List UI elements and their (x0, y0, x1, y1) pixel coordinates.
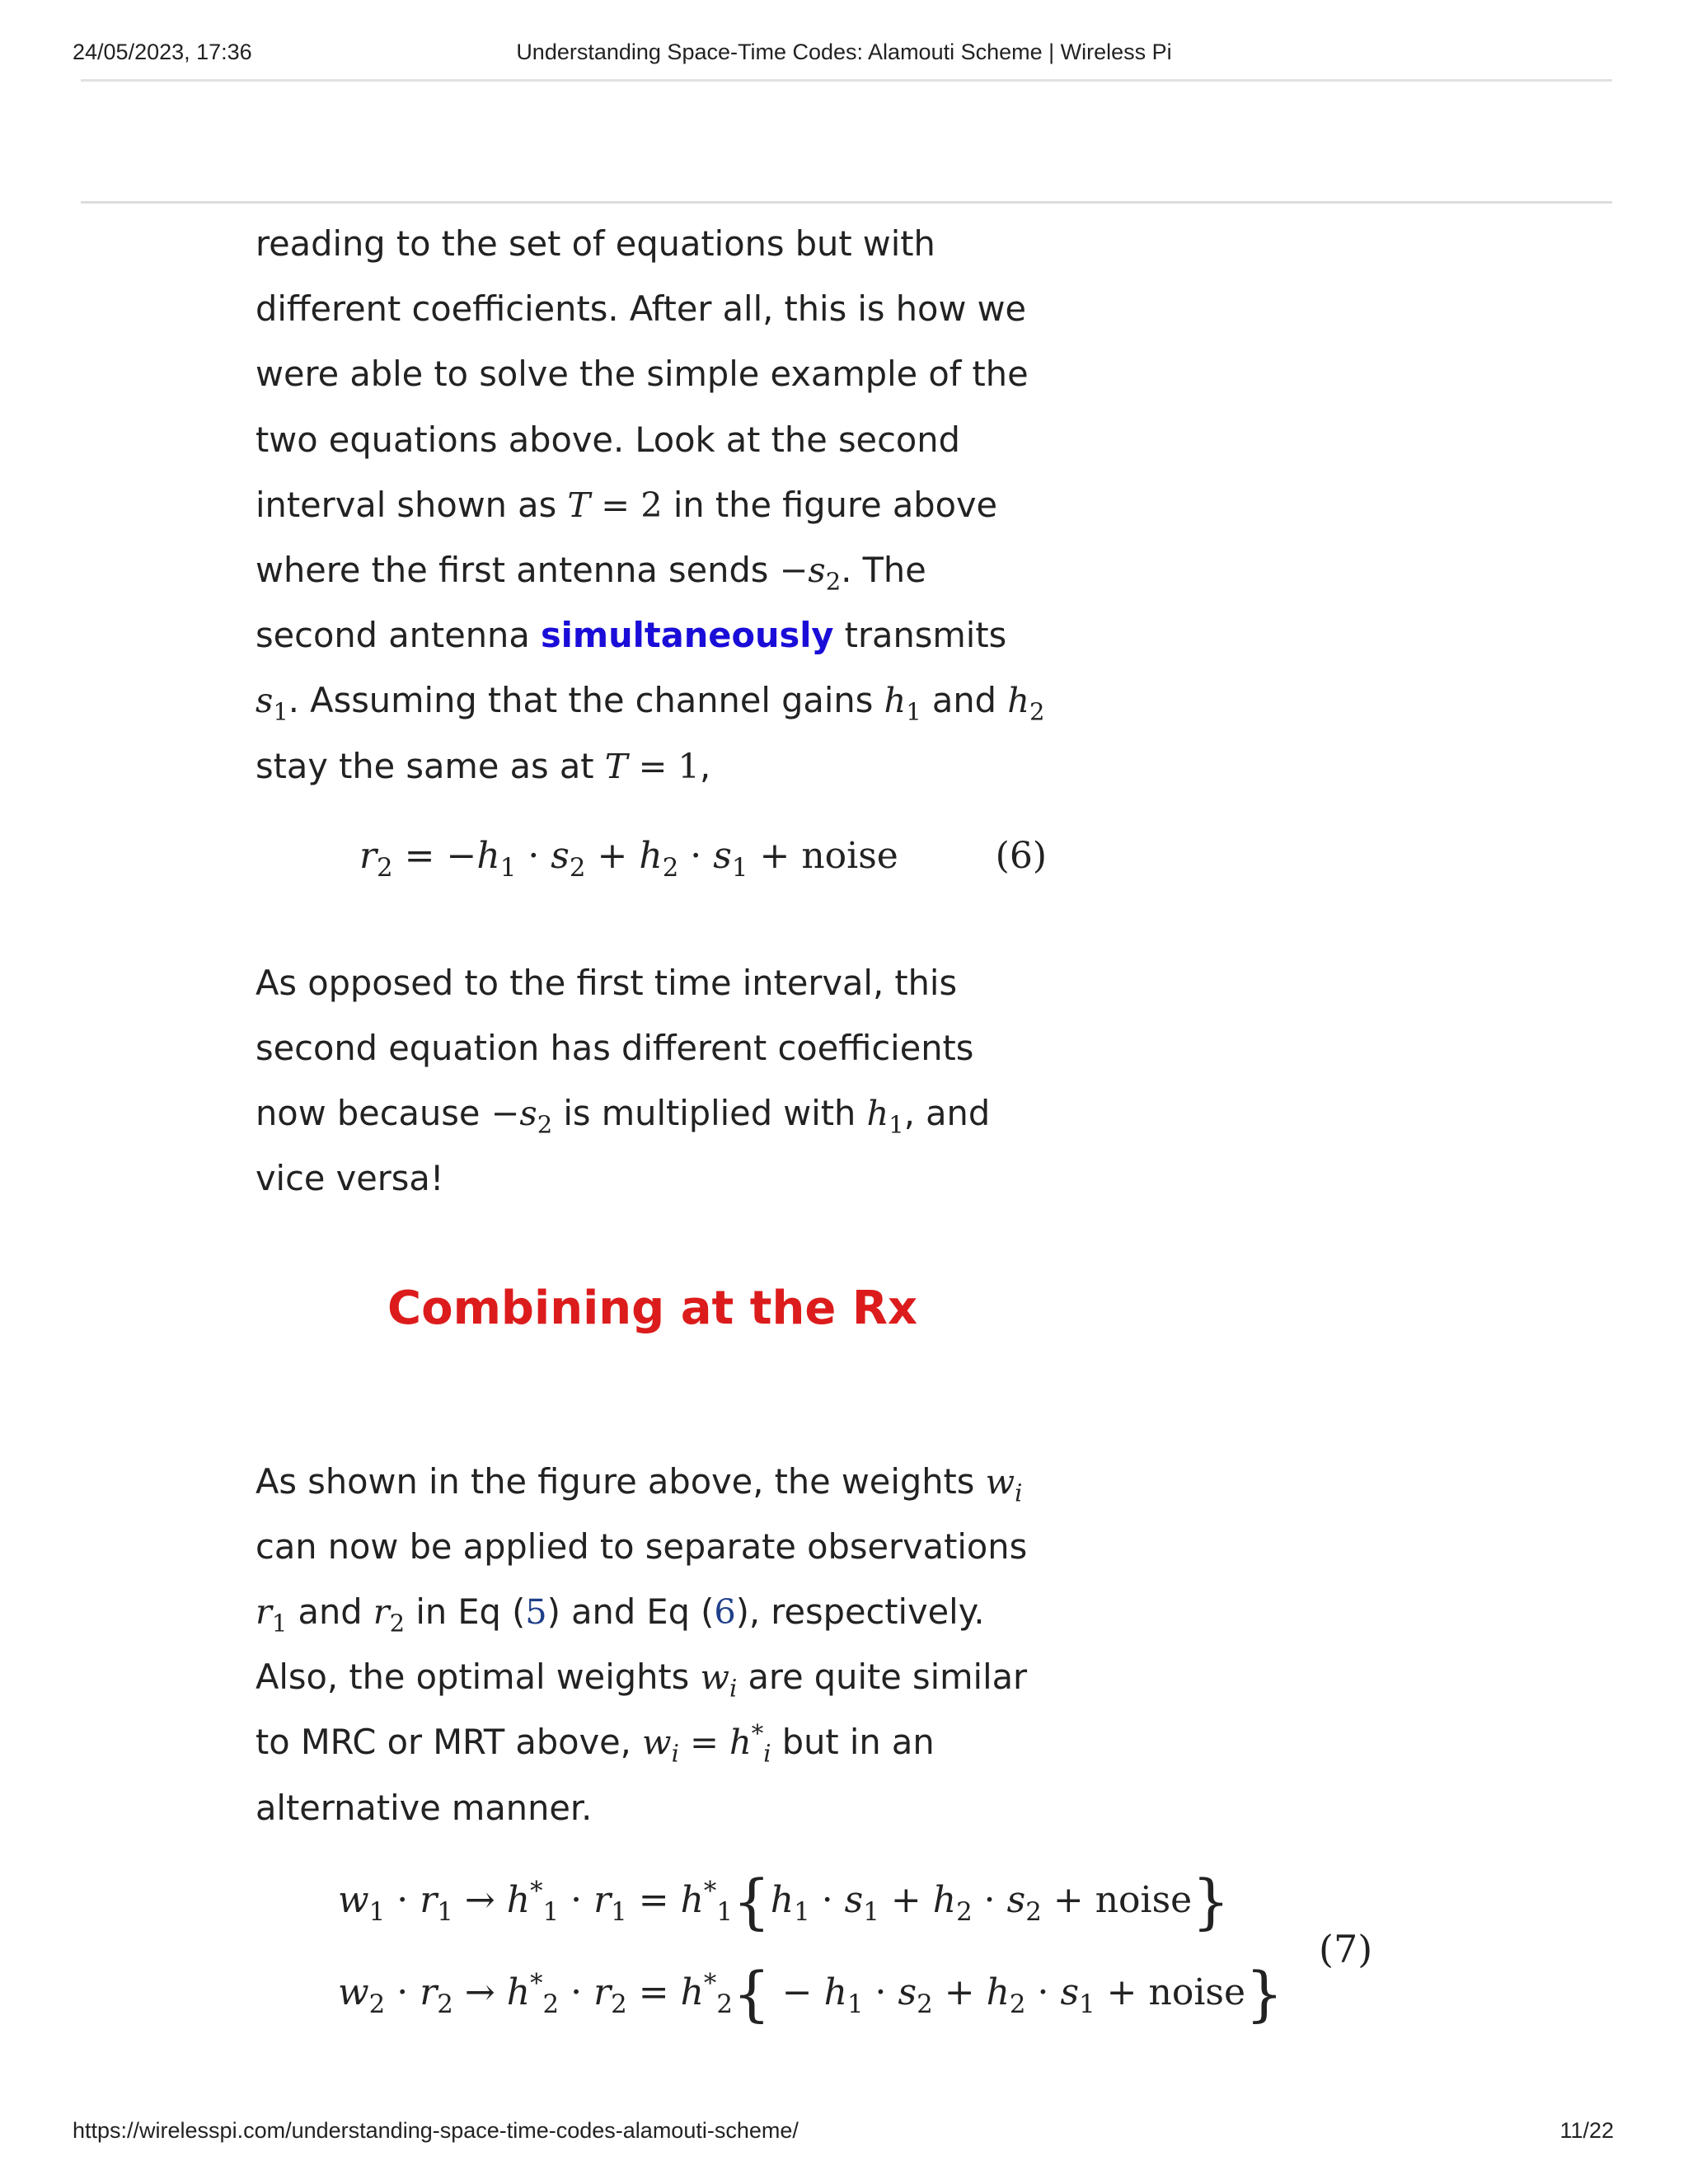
print-url: https://wirelesspi.com/understanding-space-time-codes-alamouti-scheme/ (73, 2118, 799, 2143)
equation-6: $r_2 = -h_1 \cdot s_2 + h_2 \cdot s_1$ + noise (6) (359, 834, 1047, 883)
header-divider (81, 79, 1612, 82)
equation-7-row-1: $w_1 \cdot r_1 \to h^*_1 \cdot r_1 = h^*_1\{h_1 \cdot s_1 + h_2 \cdot s_2$ + noise} (338, 1867, 1231, 1936)
paragraph-coefficients: As opposed to the first time interval, this second equation has different coefficients now because $-s_2$ is multiplied with $h_1$, and vice versa! (256, 962, 991, 1199)
print-datetime: 24/05/2023, 17:36 (73, 40, 252, 64)
equation-7 (338, 1867, 1283, 2051)
equation-7-row-2: $w_2 \cdot r_2 \to h^*_2 \cdot r_2 = h^*_2\{ - h_1 \cdot s_2 + h_2 \cdot s_1$ + noise} (338, 1959, 1283, 2028)
eq6-reference-link[interactable]: 6 (714, 1591, 736, 1633)
print-page-title: Understanding Space-Time Codes: Alamouti Scheme | Wireless Pi (516, 40, 1172, 64)
article-content (256, 211, 1047, 1840)
equation-6-number: (6) (995, 834, 1047, 877)
paragraph-second-interval: reading to the set of equations but with different coefficients. After all, this is how we were able to solve the simple example of the two equations above. Look at the second interval shown as T = 2 in the figure above where the first antenna sends $-s_2$. The second antenna simultaneously transmits $s_1$. Assuming that the channel gains $h_1$ and $h_2$ stay the same as at T = 1, (256, 223, 1045, 786)
paragraph-weights: As shown in the figure above, the weights $w_i$ can now be applied to separate observations $r_1$ and $r_2$ in Eq (5) and Eq (6), respectively. Also, the optimal weights $w_i$ are quite similar to MRC or MRT above, $w_i = h^*_i$ but in an alternative manner. (256, 1460, 1028, 1828)
eq5-reference-link[interactable]: 5 (525, 1591, 547, 1633)
simultaneously-link[interactable]: simultaneously (540, 615, 834, 656)
content-top-divider (81, 201, 1612, 204)
print-page-number: 11/22 (1559, 2118, 1614, 2143)
equation-7-number: (7) (1319, 1927, 1373, 1971)
section-heading: Combining at the Rx (387, 1281, 918, 1335)
